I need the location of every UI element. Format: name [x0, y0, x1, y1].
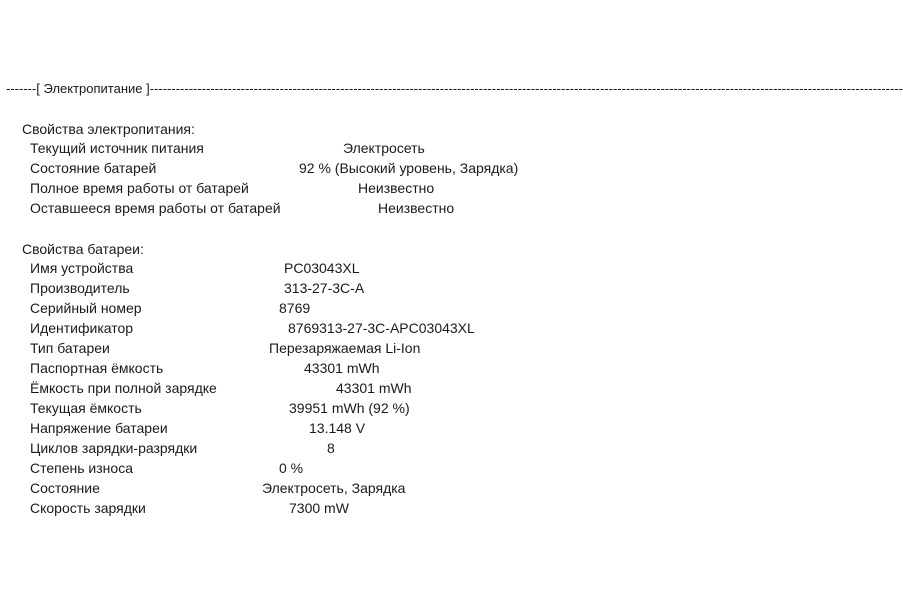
battery-row-device-name	[30, 258, 590, 278]
battery-properties-title: Свойства батареи:	[22, 241, 144, 257]
battery-row-charge-rate	[30, 498, 590, 518]
power-row-value: Неизвестно	[358, 180, 435, 196]
battery-row-value: 39951 mWh (92 %)	[289, 400, 410, 416]
battery-row-label: Идентификатор	[30, 320, 134, 336]
power-row-source	[30, 138, 590, 158]
battery-row-label: Циклов зарядки-разрядки	[30, 440, 198, 456]
battery-row-label: Напряжение батареи	[30, 420, 168, 436]
battery-row-label: Тип батареи	[30, 340, 110, 356]
power-row-label: Оставшееся время работы от батарей	[30, 200, 281, 216]
battery-row-wear-level	[30, 458, 590, 478]
battery-row-current-capacity	[30, 398, 590, 418]
battery-row-value: PC03043XL	[284, 260, 360, 276]
battery-row-value: 8769313-27-3C-APC03043XL	[288, 320, 475, 336]
battery-row-label: Текущая ёмкость	[30, 400, 142, 416]
battery-row-value: Электросеть, Зарядка	[262, 480, 406, 496]
battery-row-value: 8	[327, 440, 335, 456]
battery-row-label: Степень износа	[30, 460, 133, 476]
battery-row-label: Серийный номер	[30, 300, 142, 316]
power-row-value: Электросеть	[343, 140, 425, 156]
power-row-value: 92 % (Высокий уровень, Зарядка)	[299, 160, 519, 176]
battery-row-type	[30, 338, 590, 358]
battery-row-value: 0 %	[279, 460, 304, 476]
battery-row-cycles	[30, 438, 590, 458]
battery-row-state	[30, 478, 590, 498]
battery-row-voltage	[30, 418, 590, 438]
power-row-label: Полное время работы от батарей	[30, 180, 249, 196]
battery-row-label: Ёмкость при полной зарядке	[30, 380, 217, 396]
battery-row-full-charge-capacity	[30, 378, 590, 398]
battery-row-value: 8769	[279, 300, 311, 316]
battery-row-label: Производитель	[30, 280, 130, 296]
power-row-label: Текущий источник питания	[30, 140, 204, 156]
power-properties-title: Свойства электропитания:	[22, 121, 195, 137]
battery-row-value: 13.148 V	[309, 420, 366, 436]
battery-row-label: Состояние	[30, 480, 100, 496]
battery-row-design-capacity	[30, 358, 590, 378]
battery-row-label: Скорость зарядки	[30, 500, 146, 516]
battery-row-identifier	[30, 318, 590, 338]
battery-row-label: Паспортная ёмкость	[30, 360, 164, 376]
power-row-label: Состояние батарей	[30, 160, 157, 176]
battery-row-label: Имя устройства	[30, 260, 134, 276]
battery-row-serial	[30, 298, 590, 318]
power-row-value: Неизвестно	[378, 200, 455, 216]
battery-row-manufacturer	[30, 278, 590, 298]
battery-row-value: 43301 mWh	[336, 380, 412, 396]
battery-row-value: Перезаряжаемая Li-Ion	[269, 340, 421, 356]
battery-row-value: 7300 mW	[289, 500, 349, 516]
battery-row-value: 43301 mWh	[304, 360, 380, 376]
section-header-power: -------[ Электропитание ]------------------------------------------------------------------------------------------------------------------------------------------------------------------------------	[6, 81, 903, 96]
battery-row-value: 313-27-3C-A	[284, 280, 365, 296]
power-row-full-time	[30, 178, 590, 198]
power-row-battery-state	[30, 158, 590, 178]
power-row-remaining-time	[30, 198, 590, 218]
